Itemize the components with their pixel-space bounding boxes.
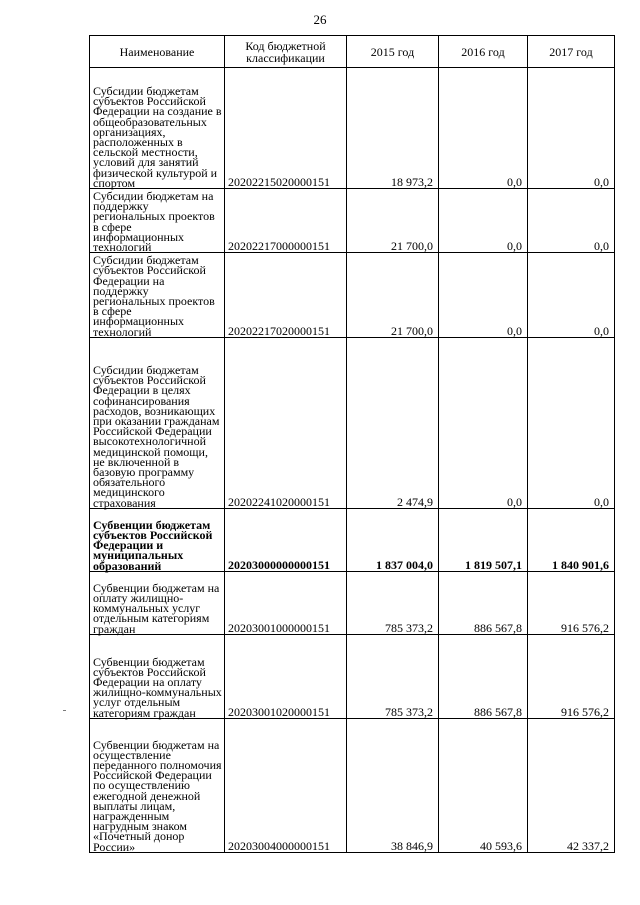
row-value-2017: 0,0 (528, 253, 615, 338)
row-value-2017: 0,0 (528, 337, 615, 508)
row-name: Субсидии бюджетам на поддержку региональных проектов в сфере информационных технологий (90, 189, 225, 253)
row-value-2016: 40 593,6 (439, 718, 528, 852)
page-number: 26 (313, 12, 327, 27)
header-2017: 2017 год (528, 36, 615, 68)
row-code: 20203004000000151 (225, 718, 347, 852)
table-row (90, 634, 615, 718)
row-value-2015: 785 373,2 (347, 571, 439, 634)
row-value-2017: 0,0 (528, 189, 615, 253)
table-row (90, 337, 615, 508)
table-row (90, 571, 615, 634)
row-value-2015: 785 373,2 (347, 634, 439, 718)
row-name: Субвенции бюджетам на оплату жилищно-коммунальных услуг отдельным категориям граждан (90, 571, 225, 634)
row-code: 20202217000000151 (225, 189, 347, 253)
row-value-2017: 0,0 (528, 68, 615, 189)
header-2015: 2015 год (347, 36, 439, 68)
row-value-2015: 1 837 004,0 (347, 508, 439, 571)
row-value-2015: 18 973,2 (347, 68, 439, 189)
row-value-2016: 886 567,8 (439, 571, 528, 634)
row-value-2016: 0,0 (439, 337, 528, 508)
row-code: 20202217020000151 (225, 253, 347, 338)
header-name: Наименование (90, 36, 225, 68)
table-row (90, 718, 615, 852)
row-value-2017: 916 576,2 (528, 634, 615, 718)
row-name: Субсидии бюджетам субъектов Российской Федерации на создание в общеобразовательных организациях, расположенных в сельской местности, условий для занятий физической культурой и спортом (90, 68, 225, 189)
row-code: 20203001020000151 (225, 634, 347, 718)
row-value-2015: 38 846,9 (347, 718, 439, 852)
scan-mark (63, 710, 66, 711)
row-value-2016: 0,0 (439, 253, 528, 338)
header-code: Код бюджетной классификации (225, 36, 347, 68)
row-value-2016: 1 819 507,1 (439, 508, 528, 571)
row-value-2017: 1 840 901,6 (528, 508, 615, 571)
row-value-2015: 21 700,0 (347, 253, 439, 338)
row-code: 20202215020000151 (225, 68, 347, 189)
row-value-2015: 21 700,0 (347, 189, 439, 253)
row-code: 20202241020000151 (225, 337, 347, 508)
table-row (90, 68, 615, 189)
table-header-row (90, 36, 615, 68)
row-name: Субсидии бюджетам субъектов Российской Федерации на поддержку региональных проектов в сфере информационных технологий (90, 253, 225, 338)
table-row (90, 189, 615, 253)
table-row (90, 253, 615, 338)
budget-table (89, 35, 615, 853)
row-value-2016: 0,0 (439, 68, 528, 189)
row-code: 20203000000000151 (225, 508, 347, 571)
table-row-subtotal (90, 508, 615, 571)
row-name: Субсидии бюджетам субъектов Российской Федерации в целях софинансирования расходов, возникающих при оказании гражданам Российской Федерации высокотехнологичной медицинской помощи, не включенной в базовую программу обязательного медицинского страхования (90, 337, 225, 508)
row-name: Субвенции бюджетам субъектов Российской Федерации и муниципальных образований (90, 508, 225, 571)
row-value-2017: 42 337,2 (528, 718, 615, 852)
row-value-2016: 0,0 (439, 189, 528, 253)
row-value-2017: 916 576,2 (528, 571, 615, 634)
row-code: 20203001000000151 (225, 571, 347, 634)
row-value-2016: 886 567,8 (439, 634, 528, 718)
row-value-2015: 2 474,9 (347, 337, 439, 508)
header-2016: 2016 год (439, 36, 528, 68)
row-name: Субвенции бюджетам на осуществление переданного полномочия Российской Федерации по осуществлению ежегодной денежной выплаты лицам, награжденным нагрудным знаком «Почетный донор России» (90, 718, 225, 852)
row-name: Субвенции бюджетам субъектов Российской Федерации на оплату жилищно-коммунальных услуг отдельным категориям граждан (90, 634, 225, 718)
